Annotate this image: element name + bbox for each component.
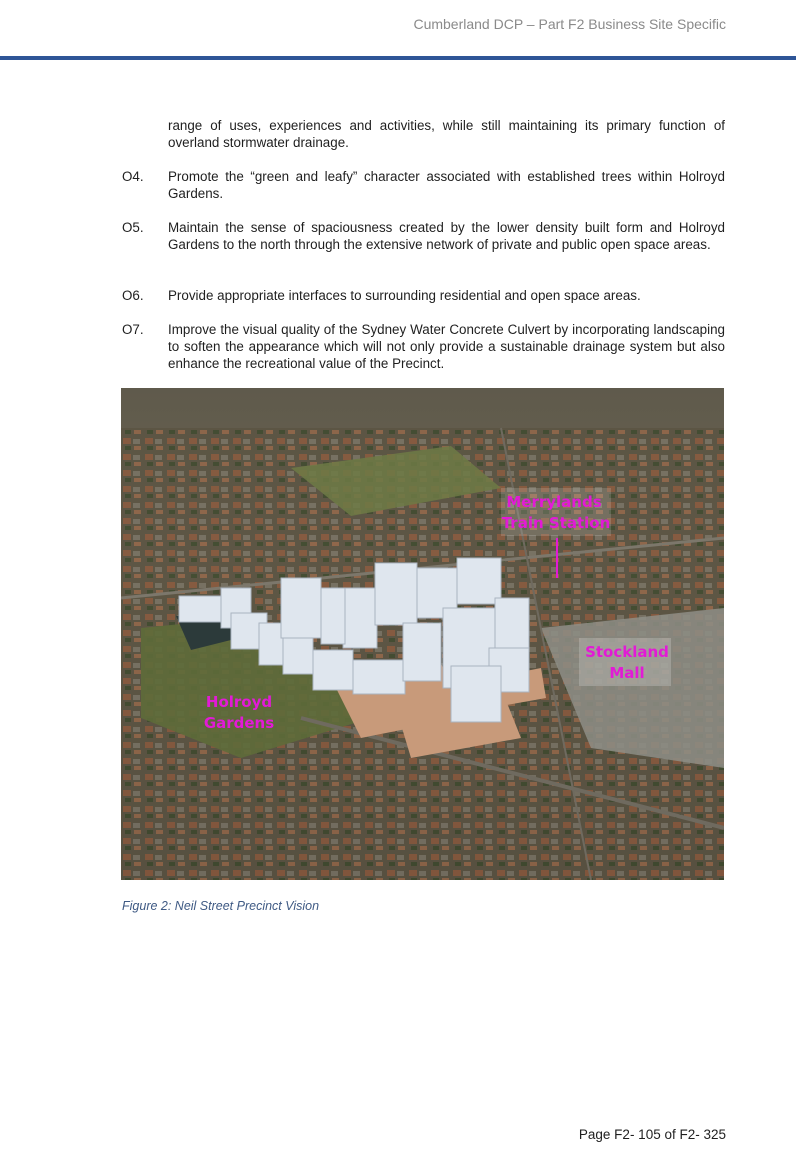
label-stockland: Stockland	[585, 643, 669, 661]
objective-text-o5: Maintain the sense of spaciousness created by the lower density built form and Holroyd Gardens to the north through the extensive network of private and public open space areas.	[168, 220, 725, 252]
intro-continuation-paragraph: range of uses, experiences and activities, while still maintaining its primary function of overland stormwater drainage.	[168, 118, 725, 150]
objective-number-o4: O4.	[122, 169, 144, 184]
objective-text-o7: Improve the visual quality of the Sydney Water Concrete Culvert by incorporating landscaping to soften the appearance which will not only provide a sustainable drainage system but also enhance the recreational value of the Precinct.	[168, 322, 725, 371]
header-divider	[0, 56, 796, 60]
label-holroyd: Holroyd	[205, 693, 273, 711]
objective-number-o6: O6.	[122, 288, 144, 303]
objective-number-o5: O5.	[122, 220, 144, 235]
label-mall: Mall	[609, 664, 645, 682]
objective-text-o6: Provide appropriate interfaces to surrounding residential and open space areas.	[168, 288, 641, 303]
precinct-vision-aerial-image	[121, 388, 724, 880]
figure-caption: Figure 2: Neil Street Precinct Vision	[122, 899, 320, 913]
label-gardens: Gardens	[203, 714, 275, 732]
page-header-title: Cumberland DCP – Part F2 Business Site Specific	[413, 16, 726, 32]
objective-text-o4: Promote the “green and leafy” character associated with established trees within Holroyd Gardens.	[168, 169, 725, 201]
objective-number-o7: O7.	[122, 322, 144, 337]
label-merrylands: Merrylands	[506, 493, 602, 511]
label-train-station: Train Station	[501, 514, 611, 532]
page-number: Page F2- 105 of F2- 325	[578, 1127, 726, 1142]
